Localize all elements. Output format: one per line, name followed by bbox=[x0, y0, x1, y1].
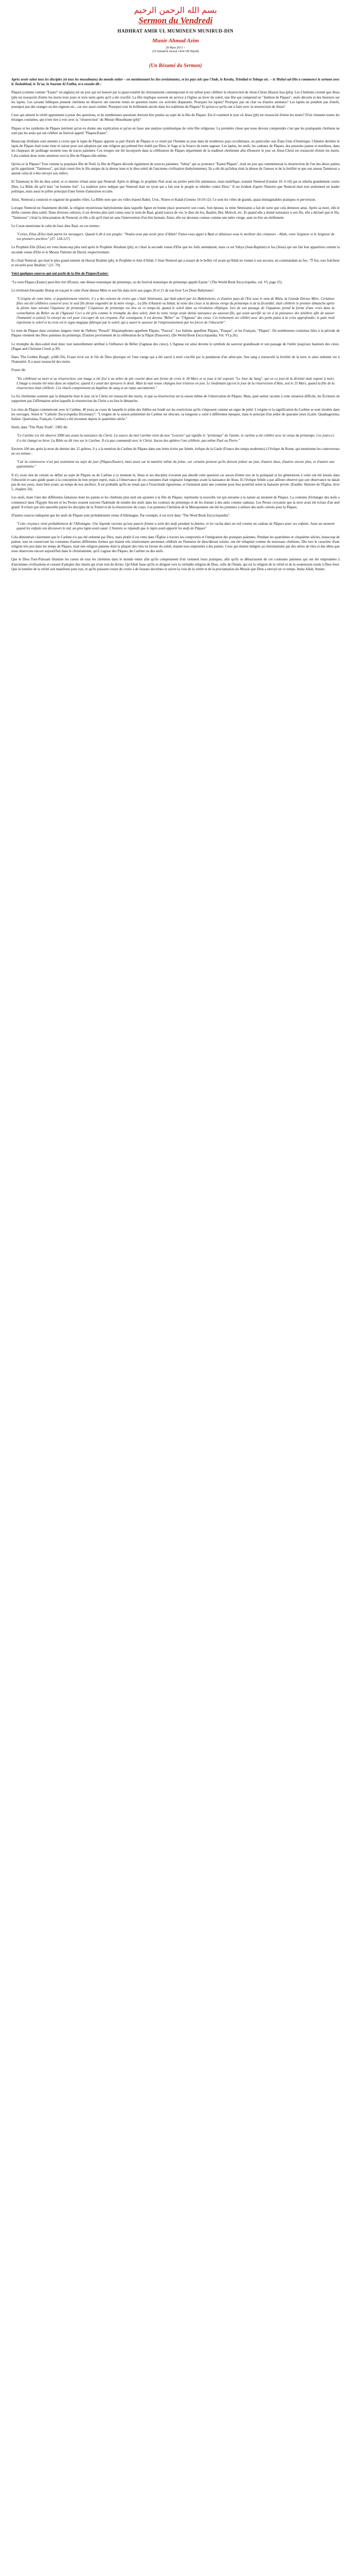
body-paragraph: "Le nom Pâques (Easter) peut-être tiré d'Eostre, une déesse teutonique du printemps, ou du festival teutonique de printemps appelé Eastur." (The World Book Encyclopedia, vol. VI, page 25). bbox=[11, 280, 283, 284]
sermon-date bbox=[0, 46, 351, 54]
body-paragraph: Le Prophète Elie (Elias) est venu beaucoup plus tard après le Prophète Abraham (pb), et c'était la seconde venue d'Elie que les Juifs attendaient, mais ce est Yahya (Jean-Baptiste) et Isa (Jésus) qui ont fait leur apparition comme la seconde venue d'Elie et le Messie l'héritier de David, respectivement. bbox=[11, 246, 340, 254]
date-hijri: (16 Jumad'ul Awwal 1434 AH Hijrah) bbox=[152, 50, 199, 53]
body-paragraph: Le nom de Pâques dans certaines langues vient de l'hébreu "Pesach" Hispanophones appellent Pâques, "Pascua". Les Italiens appellent Pâques, "Pasqua", et les Français, "Pâques". De nombreuses coutumes liées à la période de Pâques viennent des fêtes païennes du printemps. D'autres proviennent de la célébration de la Pâque (Passover). (De World Book Encyclopaedia; Vol. VI p.26). bbox=[11, 329, 340, 338]
body-paragraph: Les œufs, étant l'une des différentes fantaisies dont les païens et les chrétiens plus tard ont ajoutées à la fête de Pâques, représente la nouvelle vie qui retourne à la nature au moment de Pâques. La coutume d'échanger des œufs a commencé dans l'Égypte Ancien et les Perses avaient souvent l'habitude de teindre des œufs dans les couleurs du printemps et de les donner à des amis comme cadeaux. Les Perses croyaient que la terre avait été éclose d'un œuf géant! Il n'était que très naturelle parmi les disciples de la Trinité et de la résurrection du corps. Les premiers Chrétiens de la Mésopotamie ont été les premiers à utiliser des œufs colorés pour la Pâques. bbox=[11, 496, 340, 509]
body-paragraph: Et c'était Nemrod, qui était le plus grand ennemi de Hazrat Ibrahim (pb), le Prophète et Ami d'Allah. C'était Nemrod qui a essayé de le brûler vif avant qu'Allah ne vienne à son secours, en commandant au feu: "Ô feu, sois fraîcheur et sécurité pour Ibrahim." (21: 70) bbox=[11, 259, 340, 268]
body-paragraph: "Le Carême n'a été observé 2000 ans avant la naissance du Christ. La source du mot Carême vient du mot "Lencten" qui signifie le "printemps" de l'année, le carême a été célébré avec la venue du printemps. Ces jours-ci, il a été changé en hiver. La Bible ne dit rien sur le Carême. Il n'a pas commandé avec le Christ. Aucun des apôtres l'ont célébrée, pas même Paul ou Pierre." bbox=[17, 434, 334, 443]
author-name: Munir Ahmad Azim bbox=[152, 38, 199, 44]
date-gregorian: 29 Mars 2013 ~ bbox=[165, 46, 186, 50]
body-paragraph: Les rites de Pâques commencent avec le Carême, 40 jours au cours de laquelle le jeûne des fidèles est fondé sur les restrictions qu'ils s'imposent comme un signe de piété. L'origine et la signification du Carême se sont résultés dans les ouvrages. Selon le "Catholic Encyclopedia Dictionary": "L'origine de la saison pénitentiel du Carême est obscure, sa longueur a varié à différentes époques, mais le principe d'un jeûne de quarante jours (Latin: Quadragesima; Italien: Quaresima, Français: Carême) a été reconnue depuis le quatrième siècle." bbox=[11, 408, 340, 421]
body-paragraph: Voici quelques sources qui ont parlé de la fête de Pâques/Easter: bbox=[11, 272, 109, 276]
body-paragraph: Cela démontrait clairement que le Carême n'a pas été ordonné par Dieu, mais plutôt il est venu dans l'Église à travers les compromis et l'intégration des pratiques païennes. Pendant les quatrièmes et cinquième siècles, beaucoup de païens, tout en conservant les coutumes d'autres différentes formes qui étaient très relativement anciennes célébrés en l'honneur de dieu/déesse solaire, ont été rebaptisé comme de nouveaux chrétiens. Dès lors le caractère d'une religion très peu dans les temps de Pâques, était une religion païenne dont la plupart des rites en faveur du soleil, étaient tous empruntés à des païens. Ceux qui étaient intégrés au christianisme par des séries de rites et des idées que nous observons encore aujourd'hui dans le christianisme, qu'il s'agisse des Pâques, du Carême ou des œufs. bbox=[11, 535, 340, 554]
body-paragraph: Beaucoup d'enfants sont amenés à croire que le lapin de Pâques apporte sa part d'œufs de Pâques et ce rituel par l'homme se joue dans de nombreux pays occidentaux, en particulier aux États-Unis d'Amérique. Chimère derrière le lapin de Pâques était toute rime et raison pour son adoption par une religion qui prétend être établi par Dieu, le Sage et la Source de toute sagesse. Les lapins, les œufs, les cadeaux de Pâques, des poussins jaunes et moelleux, dans les chapeaux de jardinage seraient tous de traces païennes. Ces troupes ont été incorporés dans la célébration de Pâques séparément de la tradition chrétienne afin d'honorer le jour où Jésus-Christ est ressuscité d'entre les morts. Cela conduit donc notre attention vers la fête de Pâques elle-même. bbox=[11, 140, 340, 158]
body-paragraph: Pâques (comme comme "Easter" en anglais) est un jour qui est honoré par la quasi-totalité du christianisme contemporain et est utilisé pour célébrer la résurrection de Jésus-Christ (Hazrat Issa (pb)). Les Chrétiens croient que Jésus (pb) est ressuscité d'entre les morts trois jours et trois nuits après qu'il a été crucifié. La fête implique souvent un service à l'église au lever du soleil, une fête qui comprend un "Jambon de Pâques", œufs décorés et des histoires sur les lapins. Les savants bibliques pensent chrétiens en désarroi ont souvent remis en question toutes ces activités disparates. Pourquoi les lapins? Pourquoi pas un chat ou d'autres animaux? Les lapins ne pondent pas d'œufs, pourquoi pas des oranges ou des oignons etc., car eux aussi roulent. Pourquoi tout ils brillement ancrés dans les traditions de Pâques? Et qu'est-ce qu'ils ont à faire avec la résurrection de Jésus? bbox=[11, 91, 340, 109]
body-paragraph: Que le Dieu Tout-Puissant illumine les cœurs de tous les chrétiens dans le monde entier afin qu'ils comprennent d'où viennent leurs pratiques, afin qu'ils se débarrassent de ces coutumes païennes qui ont été empruntées à d'anciennes civilisations et cessent d'adopter des rituels qui n'ont rien de divins. Qu'Allah fasse qu'ils se dirigent vers la véritable religion de Dieu, celle de l'Islam, qui est la religion de la vérité et de la soumission totale à Dieu Seul. Que la lumière de la vérité soit manifeste pour eux, et qu'ils puissent cesser de croire à de fausses doctrines et suivre la voie de la vérité et de la proclamation du Messie que Dieu a envoyé en ce temps. Insha Allah, Amine. bbox=[11, 558, 340, 571]
bismillah-heading: بسم الله الرحمن الرحيم bbox=[134, 5, 217, 15]
body-paragraph: Il n'y avait rien de certain ou défini au sujet de Pâques ou de Carême à ce moment là. Jésus et ses disciples n'avaient pas abordé cette question car aucun d'entre eux ne la pratiquait et les générations à venir ont été laissés dans l'obscurité et sans guide quant à la conception de leur propre esprit, mais à l'observance de ces coutumes était originaire longtemps avant la naissance de Jésus. Et l'évêque Irénée a par ailleurs observé que son observance ne datait pas de nos jours, mais bien avant, au temps de nos ancêtres. Il est probable qu'ils ne tenait pas à l'exactitude rigoureuse, et formaient ainsi une coutume pour leur postérité selon la fantaisie privée. (Eusèbe: Histoire de l'Église, livre 5, chapitre 24). bbox=[11, 473, 340, 492]
body-paragraph: Ceux qui aiment la vérité apprennent à poser des questions, et de nombreuses questions doivent être posées au sujet de la fête de Pâques. Est-il vraiment le jour où Jésus (pb) est ressuscité d'entre les morts? D'où viennent toutes les étranges coutumes, qui n'ont rien à voir avec la "résurrection" du Messie Musulmane (pb)? bbox=[11, 114, 340, 122]
summary-label: (Un Résumé du Sermon) bbox=[149, 63, 202, 69]
body-paragraph: D'autres sources indiquent que les œufs de Pâques sont probablement venus d'Allemagne. Par exemple, il est écrit dans "The Word Book Encyclopaedia": bbox=[11, 514, 231, 518]
body-paragraph: La foi chrétienne soutient que la dimanche était le jour où le Christ est ressuscité des morts, et que sa résurrection est la raison même de l'observation de Pâques. Mais, quel auteur raconte à cette situation difficile, les Écritures ne supportent pas l'affirmation selon laquelle la résurrection du Christ a eu lieu le dimanche. bbox=[11, 395, 340, 404]
body-paragraph: Le triomphe du dieu-soleil était donc tout naturellement attribué à l'influence du Bélier (l'agneau des cieux). L'Agneau est ainsi devenu le symbole du sauveur grandissant et son passage de l'enfer jusqu'aux hauteurs des cieux. (Pagan and Christian Creed, p.39) bbox=[11, 342, 340, 351]
body-paragraph: "Car la controverse n'est pas seulement au sujet du jour (Pâques/Easter), mais aussi sur la manière même du jeûne, car certains pensent qu'ils doivent jeûner un jour, d'autres deux, d'autres encore plus, et d'autres une quarantaine." bbox=[17, 460, 334, 469]
sermon-body bbox=[11, 77, 340, 575]
body-paragraph: Lorsque Nemrod est finalement décédé, la religion mystérieuse babylonienne dans laquelle figure en bonne place poursuivit son cours. Son épouse, la reine Sémiramis a fait de sorte que cela demeure ainsi. Après sa mort, elle le déifie comme dieu-soleil. Dans diverses cultures, il est devenu plus tard connu sous le nom de Baal, grand source de vie, le dieu du feu, Baalim, Bel, Moloch, etc. Et quand elle a donné naissance à son fils, elle a déclaré que le fils, "Tammouz" c'était la réincarnation de Nemrod, et elle a dit qu'il était né sans l'intervention d'un être humain. Ainsi, elle est devenue connue comme une mère vierge, sans en être un réellement. bbox=[11, 206, 340, 220]
body-paragraph: Et Tammouz le fils du dieu soleil, et ce dernier n'était autre que Nemrod. Après le déluge, le prophète Noé avait un arrière petit-fils talentueux, mais maléfique, nommé Nemrod (Genèse 10: 6-10) qui se rebella grandement contre Dieu. La Bible dit qu'il était "un homme fort". La tradition juive indique que Nemrod était un tyran qui a fait tout le peuple se rebeller contre Dieu." Il est évident d'après l'histoire que Nemrod était non seulement un leader politique, mais aussi le prêtre principal d'une forme d'adoration occulte. bbox=[11, 180, 340, 194]
body-paragraph: Ainsi, Nemrod a construit et organisé de grandes villes. La Bible note que ces villes étaient Babel, Uruc, Ninive et Kalah (Genèse 10:10-12). Ce sont les villes de grands, quasi-inimaginables pratiques et perversion. bbox=[11, 198, 316, 202]
body-paragraph: Qu'est-ce la Pâques? Tout comme la populaire fête de Noël, la fête de Pâques découle également de sources païennes. "Ishtar" qui se prononce "Easter/Pâques", était un jour qui commémorait la résurrection de l'un des dieux païens qu'ils appelaient "Tammouz", qui était censé être le fils unique de la déesse lune et le dieu soleil de l'ancienne civilisation (babylonienne). Ils a été dit qu'Ishtar était la déesse de l'amour et de la fertilité et que son amour Tammouz a amené celui-là à être envoyé aux enfers. bbox=[11, 162, 340, 176]
body-paragraph: Hoeh, dans "The Plain Truth", 1983 dit: bbox=[11, 426, 68, 430]
sermon-title: Sermon du Vendredi bbox=[138, 15, 213, 25]
body-paragraph: Pâques et les symboles de Pâques méritent qu'on en donne une explication et qu'on en fasse une analyse systématique de cette fête religieuse. La première chose que nous devons comprendre c'est que les pratiquants chrétiens ne sont pas les seuls qui ont célébré un festival appelé "Pâques/Easter". bbox=[11, 126, 340, 135]
body-paragraph: Après avoir salué tous les disciples (et tous les musulmans) du monde entier – en mentionnant les îles avoisinantes, et les pays tels que l'Inde, le Kerala, Trinidad et Tobago etc. – le Muhyi-ud-Din a commencé le sermon avec le Tashahhud, le Ta'uz, la Sourate Al Fatiha, et a ensuite dit : bbox=[11, 78, 340, 87]
body-paragraph: Frazer dit: bbox=[11, 368, 26, 373]
body-paragraph: Environ 100 ans après la mort du dernier des 12 apôtres, il y a la mention du Carême de Pâques dans une lettre écrite par Irénée, évêque de la Gaule (France des temps modernes) à l'évêque de Rome, qui mentionne les controverses en ces termes : bbox=[11, 447, 340, 456]
body-paragraph: Le révérend Alexander Hislop en traçant le culte d'une déesse Mère et son fils dans écrit aux pages 20 et 21 de son livre 'Les Deux Babylones': bbox=[11, 288, 215, 293]
body-paragraph: "L'origine de cette mère, si populairement vénérée, il y a des raisons de croire que c'était Sémiramis, qui était adoré par les Babyloniens, et d'autres pays de l'Est sous le nom de Rhéa, la Grande Déesse Mère. Certaines fêtes ont été célébrées conservé avec le seul fils divine engendré de la mère vierge... La fête d'Astarté ou Ishtar, la reine des cieux et la déesse vierge du printemps et de la fécondité, était célébrée le premier dimanche après la pleine lune suivant l'équinoxe de printemps" L'équinoxe de printemps est lieu en ce temps-là, quand le soleil dans sa révolution elliptique, lors de son passage de l'équateur, prend la forme d'une croix dans la constellation du Bélier ou de l'Agneau! Ceci a été pris comme le triomphe du dieu soleil, dont la reine vierge avait donné naissance au sauveur-fils, qui avait sacrifié sa vie à la puissance des ténèbres afin de sauver l'humanité et (ainsi) l'a envoyé au ciel pour s'occuper de ses croyants. Par conséquent, il est devenu "Bélier" ou "l'Agneau" des cieux. Cet événement est célébré avec des petits pains à la croix approfondie; le pain rond représente le soleil et la croix est le signe magique fabriqué par le soleil, qui a sauvé le sauveur de l'emprisonnement par les forces de l'obscurité". bbox=[17, 297, 334, 325]
body-paragraph: "Cette croyance vient probablement de l'Allemagne. Une légende raconte qu'une pauvre femme a teint des œufs pendant la famine, et les cacha dans un nid comme un cadeau de Pâques pour ses enfants. Juste au moment quand les enfants ont découvert le nid, un gros lapin avait sauté. L'histoire se répandit que le lapin avait apporté les œufs de Pâques" bbox=[17, 522, 334, 531]
body-paragraph: Dans 'The Golden Bough', p348-356, Frazer écrit sur le fils de Dieu physique où l'une vierge qui a été sauvé à mort crucifié par la pendaison d'un arbre-pin. Son sang a renouvelé la fertilité de la terre et ainsi redonné vie à l'humanité. Il a aussi ressuscité des morts. bbox=[11, 355, 340, 364]
body-paragraph: "En célébrant sa mort et sa résurrection, son image a été fixé à un arbre de pin couché dans une forme de croix le 24 Mars et se joue à été exposée "Le Jour du Sang", qui en ce jour-là la divinité était exposé à mort. L'image a ensuite été mise dans un sépulcre; quand il y avait des épreuves le deuil. Mais la nuit venue changea leur tristesse en joie. Le lendemain (qu'est le jour de la résurrection d'Attis, soit le 25 Mars, quand la fête de la résurrection était célébrée. Ces rituels comprennent un baptême de sang et un repas sacramentel." bbox=[17, 377, 334, 390]
body-paragraph: "Certes, Elias (Elie) était parmi les messagers. Quand il dit à son peuple: "Voulez-vous pas avoir peur d'Allah? Faites-vous appel à Baal et délaissez-vous le meilleur des créateurs - Allah, votre Seigneur et le Seigneur de vos premiers ancêtres" (37: 124-127) bbox=[17, 233, 334, 242]
body-paragraph: Le Coran mentionne le culte du faux dieu Baal, en ces termes: bbox=[11, 224, 100, 228]
sermon-subtitle: HADHRAT AMIR UL MUMINEEN MUNIRUD-DIN bbox=[117, 28, 234, 34]
